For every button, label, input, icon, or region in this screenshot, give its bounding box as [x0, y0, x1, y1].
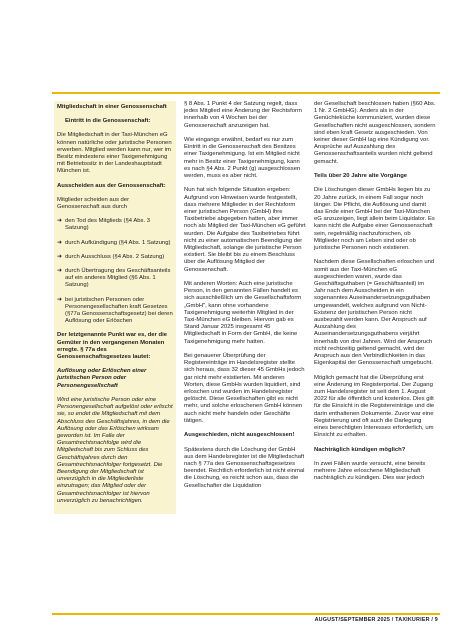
- paragraph: der Gesellschaft beschlossen haben (§60 Abs. 1 Nr. 2 GmbHG). Anders als in der Genüchteküche kommuniziert, wurden diese Gesellschaften nicht ausgeschlossen, sondern sind eben kraft Gesetz ausgeschieden. Von keiner dieser GmbH lag eine Kündigung vor. Ansprüche auf Auszahlung des Genossenschaftsanteils wurden nicht geltend gemacht.: [314, 101, 436, 165]
- arrow-icon: ➜: [57, 239, 63, 246]
- section-heading: Nachträglich kündigen möglich?: [314, 446, 406, 453]
- paragraph: In zwei Fällen wurde versucht, eine bereits mehrere Jahre erloschene Mitgliedschaft nachträglich zu kündigen. Dies war jedoch: [314, 461, 426, 482]
- box-title: Mitgliedschaft in einer Genossenschaft: [57, 104, 167, 110]
- box-heading-exit: Ausscheiden aus der Genossenschaft:: [57, 182, 166, 189]
- top-rule: [52, 92, 440, 94]
- paragraph: Mit anderen Worten: Auch eine juristische Person, in den genannten Fällen handelt es sich ausschließlich um die Gesellschaftsform „GmbH", kann ohne vorhandene Taxigenehmigung weiterhin Mitglied in der Taxi-München eG bleiben. Hiervon gab es Stand Januar 2025 insgesamt 45 Mitgliedschaft in Form der GmbH, die keine Taxigenehmigung mehr hatten.: [184, 281, 302, 345]
- paragraph: § 8 Abs. 1 Punkt 4 der Satzung regelt, dass jedes Mitglied eine Änderung der Rechtsform innerhalb von 4 Wochen bei der Genossenschaft anzuzeigen hat.: [184, 101, 302, 129]
- paragraph: Spätestens durch die Löschung der GmbH aus dem Handelsregister ist die Mitgliedschaft nach § 77a des Genossenschaftsgesetzes beendet. Rechtlich erforderlich ist nicht einmal die Löschung, es reicht schon aus, dass die Gesellschafter die Liquidation: [184, 446, 305, 489]
- list-item: ➜ durch Übertragung des Geschäftsanteils auf ein anderes Mitglied (§6 Abs. 1 Satzung): [57, 268, 171, 289]
- page-footer: AUGUST/SEPTEMBER 2025 / TAXIKURIER / 9: [314, 617, 438, 623]
- list-item: ➜ durch Ausschluss (§4 Abs. 2 Satzung): [57, 253, 165, 260]
- column-left: [54, 101, 176, 514]
- arrow-icon: ➜: [57, 253, 63, 260]
- arrow-icon: ➜: [57, 296, 63, 303]
- box-paragraph: Mitglieder scheiden aus der Genossenschaft aus durch: [57, 196, 130, 211]
- list-item: ➜ durch Aufkündigung (§4 Abs. 1 Satzung): [57, 239, 171, 246]
- paragraph: Nun hat sich folgende Situation ergeben: Aufgrund von Hinweisen wurde festgestellt, dass mehrere Mitglieder in der Rechtsform einer juristischen Person (GmbH) ihre Taxibetriebe abgegeben hatten, aber immer noch als Mitglied der Taxi-München eG geführt wurden. Die Aufgabe des Taxibetriebes führt nicht zu einer automatischen Beendigung der Mitgliedschaft, solange die juristische Person existiert. Sie bleibt bis zu einem Beschluss über die Auflösung Mitglied der Genossenschaft.: [184, 187, 306, 273]
- section-heading: Teils über 20 Jahre alte Vorgänge: [314, 173, 408, 180]
- paragraph: Wie eingangs erwähnt, bedarf es nur zum Eintritt in die Genossenschaft des Besitzes einer Taxigenehmigung. Ist ein Mitglied nicht mehr in Besitz einer Taxigenehmigung, kann es nach §4 Abs. 2 Punkt (g) ausgeschlossen werden, muss es aber nicht.: [184, 137, 301, 180]
- info-box: [54, 101, 176, 514]
- law-text: Wird eine juristische Person oder eine Personengesellschaft aufgelöst oder erlischt sie, so endet die Mitgliedschaft mit dem Abschluss des Geschäftsjahres, in dem die Auflösung oder das Erlöschen wirksam geworden ist. Im Falle der Gesamtrechtsnachfolge wird die Mitgliedschaft bis zum Schluss des Geschäftsjahres durch den Gesamtrechtsnachfolger fortgesetzt. Die Beendigung der Mitgliedschaft ist unverzüglich in die Mitgliederliste einzutragen; das Mitglied oder der Gesamtrechtsnachfolger ist hiervon unverzüglich zu benachrichtigen.: [57, 396, 173, 504]
- section-heading: Ausgeschieden, nicht ausgeschlossen!: [184, 432, 295, 439]
- paragraph: Bei genauerer Überprüfung der Registereinträge im Handelsregister stellte sich heraus, dass 32 dieser 45 GmbHs jedoch gar nicht mehr existierten. Mit anderen Worten, diese GmbHs wurden liquidiert, sind erloschen und wurden im Handelsregister gelöscht. Diese Gesellschaften gibt es nicht mehr, und solche erloschenen GmbH können auch nicht mehr handeln oder Geschäfte tätigen.: [184, 353, 305, 424]
- paragraph: Möglich gemacht hat die Überprüfung erst eine Änderung im Registerportal. Der Zugang zum Handelsregister ist seit dem 1. August 2022 für alle öffentlich und kostenlos. Dies gilt für die Einsicht in die Registereinträge und die darin enthaltenen Dokumente. Zuvor war eine Registrierung und oft auch die Darlegung eines berechtigten Interesses erforderlich, um Einsicht zu erhalten.: [314, 374, 435, 439]
- arrow-icon: ➜: [57, 268, 63, 275]
- box-heading-entry: Eintritt in die Genossenschaft:: [65, 118, 151, 125]
- box-paragraph: Die Mitgliedschaft in der Taxi-München eG können natürliche oder juristische Personen erwerben. Mitglied werden kann nur, wer im Besitz mindestens einer Taxigenehmigung mit Betriebssitz in der Landeshauptstadt München ist.: [57, 132, 172, 175]
- box-paragraph-bold: Der letztgenannte Punkt war es, der die Gemüter in den vergangenen Monaten erregte. § 77a des Genossenschaftsgesetzes lautet:: [57, 332, 167, 361]
- law-heading: Auflösung oder Erlöschen einer juristischen Person oder Personengesellschaft: [57, 368, 147, 389]
- paragraph: Nachdem diese Gesellschaften erloschen und somit aus der Taxi-München eG ausgeschieden waren, wurde das Geschäftsguthaben (= Geschäftsanteil) im Jahr nach dem Ausscheiden in ein sogenanntes Auseinandersetzungsguthaben umgewandelt, welches aufgrund von Nicht-Existenz der juristischen Person nicht ausbezahlt werden kann. Der Anspruch auf Auszahlung des Auseinandersetzungsguthabens verjährt innerhalb von drei Jahren. Wird der Anspruch nicht rechtzeitig geltend gemacht, wird der Anspruch aus den Verbindlichkeiten in das Eigenkapital der Genossenschaft umgebucht.: [314, 259, 435, 367]
- list-item: ➜ bei juristischen Personen oder Personengesellschaften kraft Gesetzes (§77a Genossenschaftsgesetz) bei deren Auflösung oder Erlöschen: [57, 296, 173, 325]
- paragraph: Die Löschungen dieser GmbHs liegen bis zu 20 Jahre zurück, in einem Fall sogar noch länger. Die Pflicht, die Auflösung und damit das Ende einer GmbH bei der Taxi-München eG anzuzeigen, liegt allein beim Liquidator. Es kann nicht die Aufgabe einer Genossenschaft sein, regelmäßig nachzuforschen, ob Mitglieder noch am Leben sind oder ob juristische Personen noch existieren.: [314, 187, 435, 252]
- column-middle: [184, 101, 306, 497]
- arrow-icon: ➜: [57, 218, 63, 225]
- list-item: ➜ den Tod des Mitglieds (§4 Abs. 3 Satzung): [57, 218, 151, 232]
- bottom-rule: [52, 613, 440, 615]
- column-right: [314, 101, 436, 490]
